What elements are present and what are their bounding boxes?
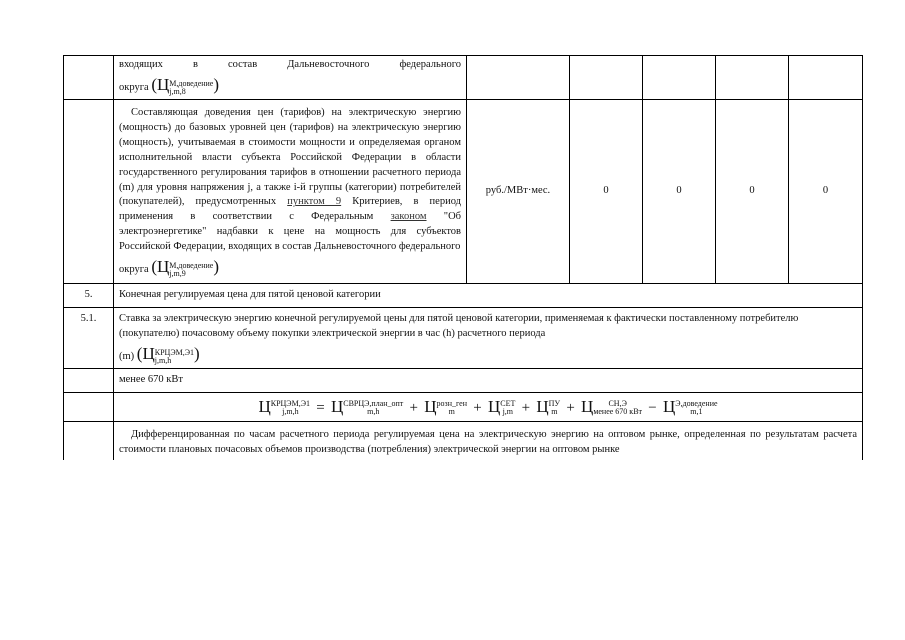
- table-row: [64, 284, 863, 308]
- table-row: [64, 100, 863, 284]
- row-number-cell: [64, 56, 114, 100]
- value-cell: 0: [716, 100, 789, 284]
- description-text: входящих в состав Дальневосточного федерального: [119, 59, 461, 70]
- value-cell: [716, 56, 789, 100]
- row-number: 5.: [64, 284, 114, 308]
- description-cell: [114, 308, 863, 369]
- description-text: Ставка за электрическую энергию конечной регулируемой цены для пятой ценовой категории, применяемая к фактически поставленному потребителю (покупателю) почасовому объему покупки электрической энергии в час (h) расчетного периода: [119, 313, 799, 340]
- price-symbol: Ц: [156, 74, 170, 94]
- value-cell: 0: [643, 100, 716, 284]
- description-text-end: округа (Ц М,доведение j,m,9 ): [119, 257, 220, 278]
- value-cell: [789, 56, 863, 100]
- row-number-cell: [64, 422, 114, 460]
- price-formula: Ц КРЦЭМ,Э1 j,m,h = Ц СВРЦЭ,план_опт m,h + Ц розн_ген m + Ц СЕТ j,m + Ц ПУ m + Ц СН,Э менее 670 кВт − Ц Э,доведение m,1: [114, 392, 863, 421]
- table-row: [64, 369, 863, 393]
- unit-cell: [467, 56, 570, 100]
- link-punkt-9[interactable]: пунктом 9: [287, 196, 342, 208]
- description-text: Дифференцированная по часам расчетного периода регулируемая цена на электрическую энергию на оптовом рынке, определенная по результатам расчета стоимости плановых почасовых объемов производства (потребления) электрической энергии на оптовом рынке: [114, 422, 863, 460]
- row-number-cell: [64, 392, 114, 421]
- price-symbol: Ц: [156, 257, 170, 277]
- power-category: менее 670 кВт: [114, 369, 863, 393]
- value-cell: [570, 56, 643, 100]
- description-cell: [114, 100, 467, 284]
- description-text-end: округа (Ц М,доведение j,m,8 ): [119, 74, 220, 96]
- description-text: Составляющая доведения цен (тарифов) на электрическую энергию (мощность) до базовых уровней цен (тарифов) на электрическую энергию (мощность), учитываемая в стоимости мощности и определяемая органом исполнительной власти субъекта Российской Федерации в области государственного регулирования тарифов в отношении расчетного периода (m) для уровня напряжения j, а также i-й группы (категории) потребителей (покупателей), предусмотренных пунктом 9 Критериев, в период применения в соответствии с Федеральным законом "Об электроэнергетике" надбавки к цене на мощность для субъектов Российской Федерации, входящих в состав Дальневосточного федерального: [119, 107, 462, 253]
- row-number-cell: [64, 369, 114, 393]
- table-row: [64, 56, 863, 100]
- row-number-cell: [64, 100, 114, 284]
- value-cell: [643, 56, 716, 100]
- row-number: 5.1.: [64, 308, 114, 369]
- value-cell: 0: [789, 100, 863, 284]
- link-zakon[interactable]: законом: [390, 211, 427, 223]
- section-heading: Конечная регулируемая цена для пятой ценовой категории: [114, 284, 863, 308]
- value-cell: 0: [570, 100, 643, 284]
- tariff-table: [63, 55, 863, 460]
- table-row: [64, 392, 863, 421]
- table-row: [64, 308, 863, 369]
- description-text-end: (m) (Ц КРЦЭМ,Э1 j,m,h ): [119, 343, 200, 365]
- table-row: [64, 422, 863, 460]
- description-cell: [114, 56, 467, 100]
- price-symbol: Ц: [142, 343, 155, 363]
- unit-cell: руб./МВт·мес.: [467, 100, 570, 284]
